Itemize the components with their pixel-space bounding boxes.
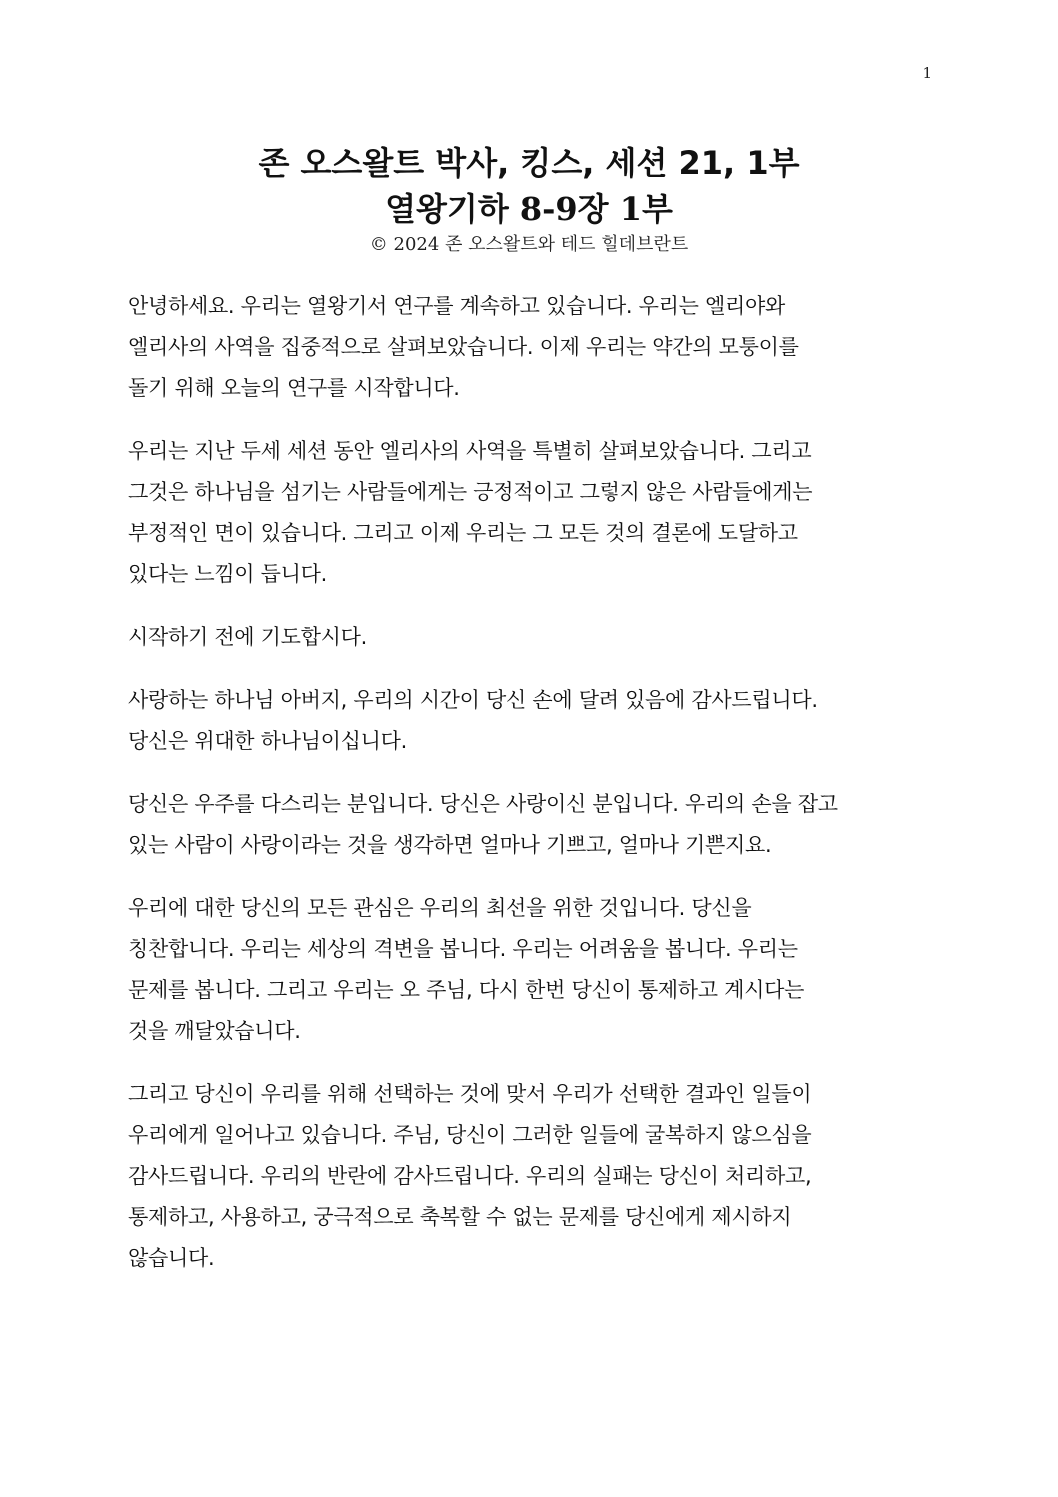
text-line: 우리에게 일어나고 있습니다. 주님, 당신이 그러한 일들에 굴복하지 않으심을: [128, 1123, 812, 1147]
paragraph-1: [128, 286, 938, 409]
text-line: 엘리사의 사역을 집중적으로 살펴보았습니다. 이제 우리는 약간의 모퉁이를: [128, 335, 799, 359]
text-line: 당신은 위대한 하나님이십니다.: [128, 729, 407, 753]
page-number: 1: [922, 64, 932, 82]
text-line: 그것은 하나님을 섬기는 사람들에게는 긍정적이고 그렇지 않은 사람들에게는: [128, 480, 813, 504]
text-line: 돌기 위해 오늘의 연구를 시작합니다.: [128, 376, 460, 400]
paragraph-2: [128, 431, 938, 595]
paragraph-6: [128, 888, 938, 1052]
document-title: 존 오스왈트 박사, 킹스, 세션 21, 1부: [258, 144, 800, 182]
text-line: 문제를 봅니다. 그리고 우리는 오 주님, 다시 한번 당신이 통제하고 계시다는: [128, 978, 805, 1002]
text-line: 안녕하세요. 우리는 열왕기서 연구를 계속하고 있습니다. 우리는 엘리야와: [128, 294, 785, 318]
text-line: 우리는 지난 두세 세션 동안 엘리사의 사역을 특별히 살펴보았습니다. 그리고: [128, 439, 812, 463]
text-line: 감사드립니다. 우리의 반란에 감사드립니다. 우리의 실패는 당신이 처리하고,: [128, 1164, 812, 1188]
paragraph-4: [128, 680, 938, 762]
text-line: 우리에 대한 당신의 모든 관심은 우리의 최선을 위한 것입니다. 당신을: [128, 896, 752, 920]
text-line: 사랑하는 하나님 아버지, 우리의 시간이 당신 손에 달려 있음에 감사드립니다.: [128, 688, 818, 712]
text-line: 것을 깨달았습니다.: [128, 1019, 301, 1043]
text-line: 않습니다.: [128, 1246, 215, 1270]
document-subtitle: 열왕기하 8-9장 1부: [385, 190, 673, 228]
text-line: 당신은 우주를 다스리는 분입니다. 당신은 사랑이신 분입니다. 우리의 손을 잡고: [128, 792, 838, 816]
text-line: 부정적인 면이 있습니다. 그리고 이제 우리는 그 모든 것의 결론에 도달하고: [128, 521, 798, 545]
text-line: 있다는 느낌이 듭니다.: [128, 562, 327, 586]
paragraph-5: [128, 784, 938, 866]
text-line: 있는 사람이 사랑이라는 것을 생각하면 얼마나 기쁘고, 얼마나 기쁜지요.: [128, 833, 772, 857]
title-block: [80, 140, 978, 258]
copyright-notice: © 2024 존 오스왈트와 테드 힐데브란트: [369, 234, 689, 255]
body-text: [128, 286, 938, 1301]
paragraph-3: [128, 617, 938, 658]
text-line: 통제하고, 사용하고, 궁극적으로 축복할 수 없는 문제를 당신에게 제시하지: [128, 1205, 792, 1229]
text-line: 그리고 당신이 우리를 위해 선택하는 것에 맞서 우리가 선택한 결과인 일들이: [128, 1082, 812, 1106]
paragraph-7: [128, 1074, 938, 1279]
text-line: 시작하기 전에 기도합시다.: [128, 625, 367, 649]
text-line: 칭찬합니다. 우리는 세상의 격변을 봅니다. 우리는 어려움을 봅니다. 우리는: [128, 937, 798, 961]
